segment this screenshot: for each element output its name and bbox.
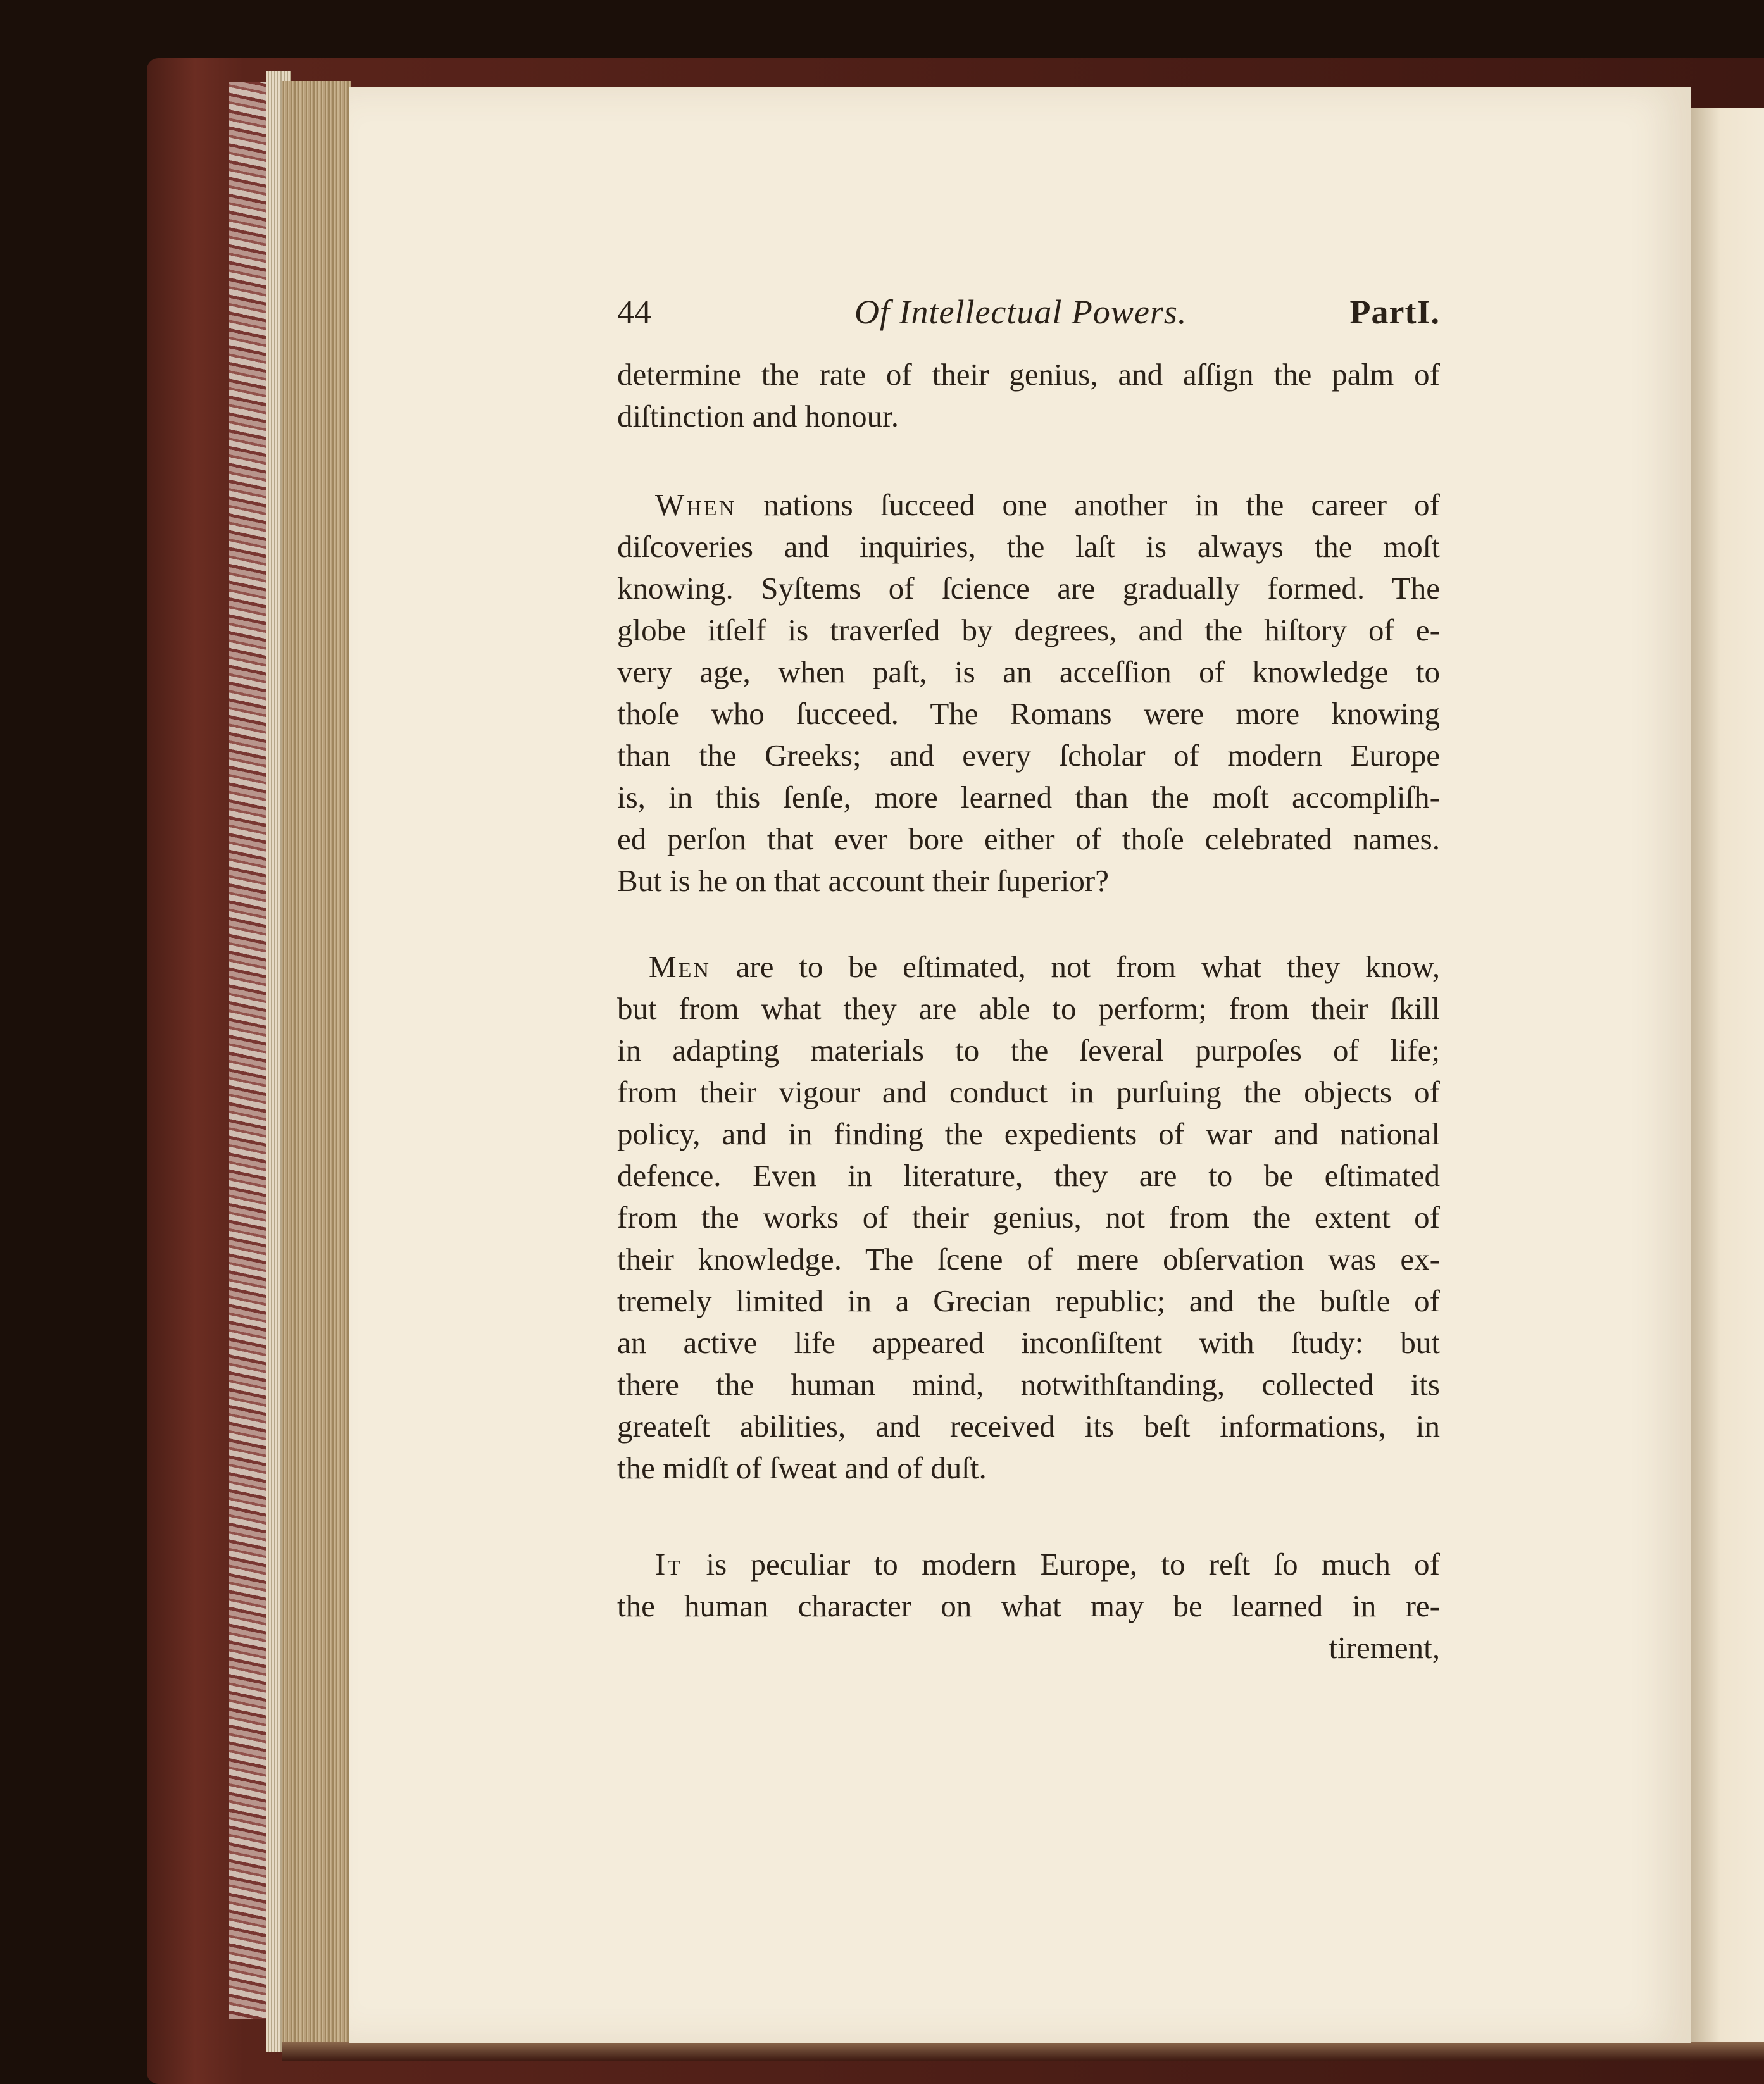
text-line: tremely limited in a Grecian republic; and the buſtle of [617,1283,1440,1318]
text-line: is, in this ſenſe, more learned than the moſt accompliſh- [617,780,1440,814]
text-line: their knowledge. The ſcene of mere obſervation was ex- [617,1242,1440,1276]
text-line-first [617,947,1440,987]
text-line: an active life appeared inconſiſtent with ſtudy: but [617,1325,1440,1360]
paragraph-lead-word: Men [649,949,711,984]
binding-bottom-edge [282,2042,1764,2061]
text-line: the human character on what may be learned in re- [617,1588,1440,1623]
text-line: determine the rate of their genius, and aſſign the palm of [617,357,1440,392]
text-line: from their vigour and conduct in purſuing the objects of [617,1075,1440,1109]
running-title: Of Intellectual Powers. [854,293,1187,331]
text-line-first [617,485,1440,525]
paragraph-lead-word: It [655,1547,683,1582]
text-line: defence. Even in literature, they are to be eſtimated [617,1158,1440,1193]
text-span: are to be eſtimated, not from what they know, [735,949,1441,984]
text-line: in adapting materials to the ſeveral purpoſes of life; [617,1033,1440,1068]
text-line: diſcoveries and inquiries, the laſt is always the moſt [617,529,1440,564]
marbled-endpaper [229,82,267,2019]
paragraph-lead-word: When [655,487,737,522]
text-line: knowing. Syſtems of ſcience are gradually formed. The [617,571,1440,606]
text-span: nations ſucceed one another in the career of [763,487,1440,522]
text-line: from the works of their genius, not from the extent of [617,1200,1440,1235]
text-line: very age, when paſt, is an acceſſion of knowledge to [617,654,1440,689]
text-line: than the Greeks; and every ſcholar of modern Europe [617,738,1440,773]
text-line: But is he on that account their ſuperior? [617,863,1109,898]
text-line: ed perſon that ever bore either of thoſe celebrated names. [617,821,1440,856]
text-line: thoſe who ſucceed. The Romans were more knowing [617,696,1440,731]
text-line: globe itſelf is traverſed by degrees, and the hiſtory of e- [617,613,1440,647]
facing-page [1691,108,1764,2044]
text-line: there the human mind, notwithſtanding, collected its [617,1367,1440,1402]
page-stack [282,81,351,2043]
text-line: diſtinction and honour. [617,399,899,434]
text-line: policy, and in finding the expedients of war and national [617,1116,1440,1151]
text-line: greateſt abilities, and received its beſt informations, in [617,1409,1440,1444]
text-line: the midſt of ſweat and of duſt. [617,1451,987,1485]
text-line-first [617,1544,1440,1585]
part-label: PartI. [1349,293,1440,331]
running-head [617,292,1440,337]
text-line: but from what they are able to perform; from their ſkill [617,991,1440,1026]
catchword: tirement, [1329,1630,1440,1665]
text-span: is peculiar to modern Europe, to reſt ſo much of [706,1547,1441,1582]
page-number: 44 [617,293,651,331]
